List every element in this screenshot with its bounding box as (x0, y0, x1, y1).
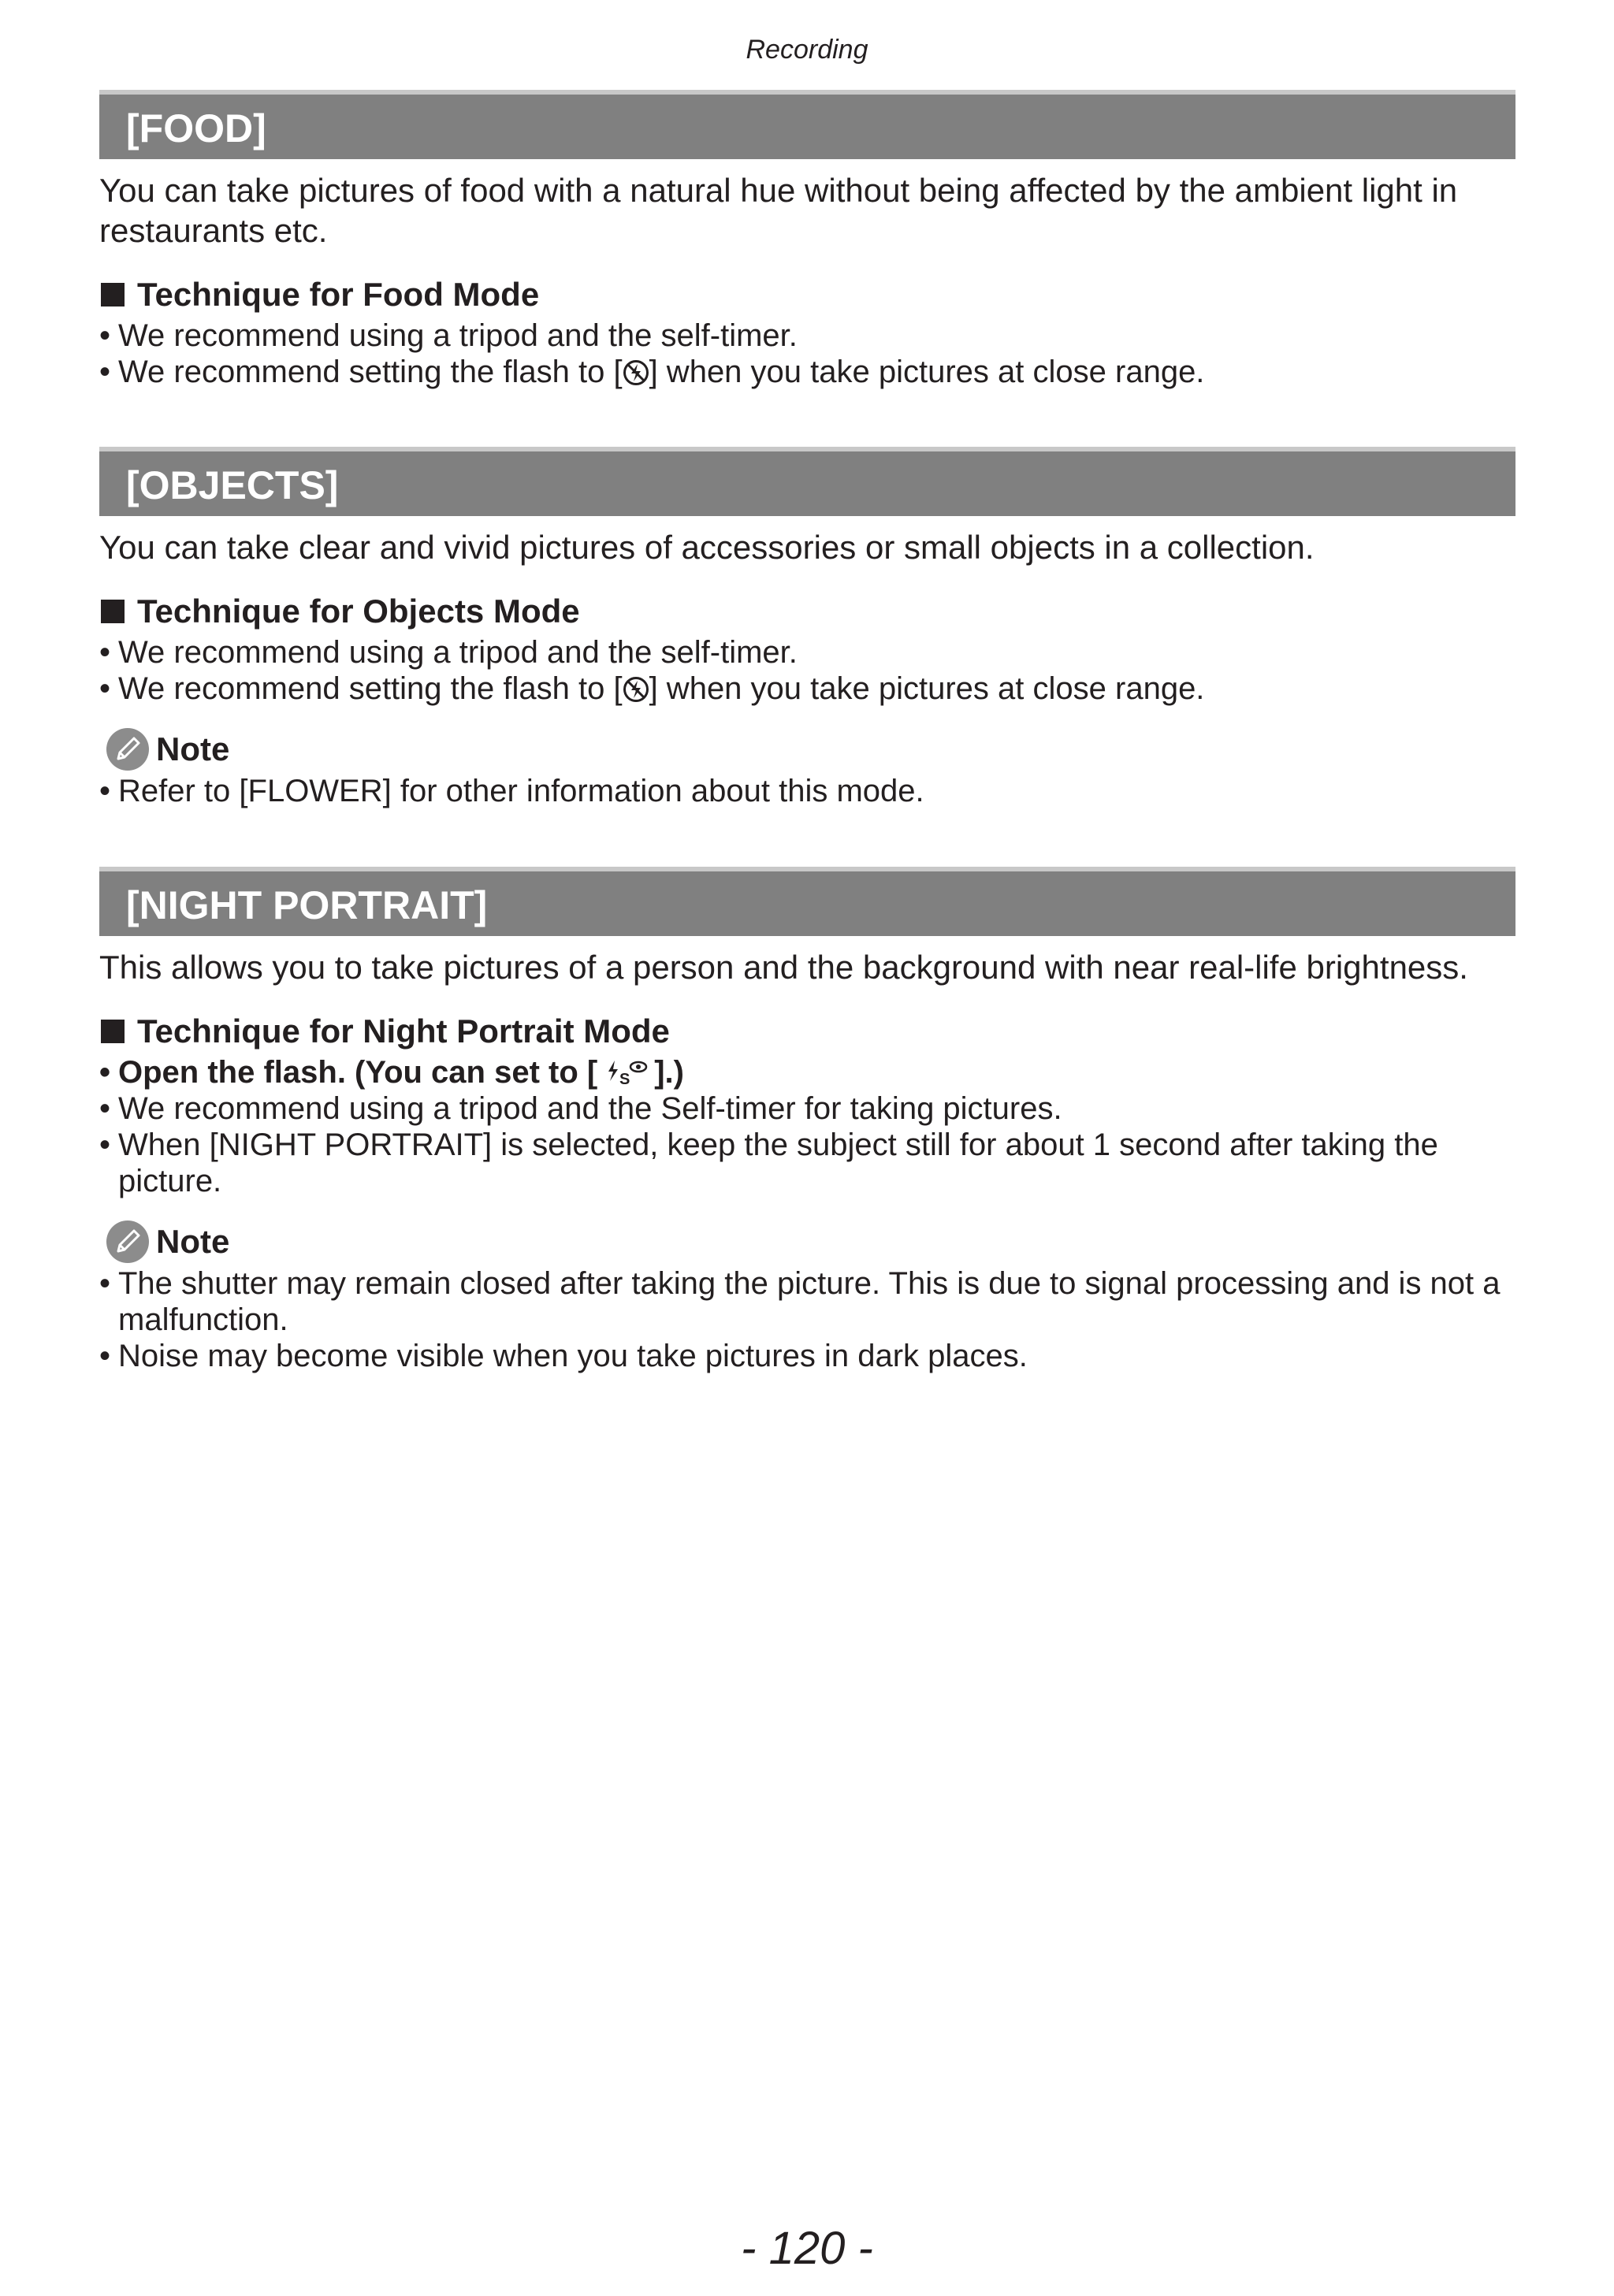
objects-technique-heading (99, 591, 1515, 631)
objects-technique-list (99, 634, 1515, 707)
objects-note-list (99, 773, 1515, 809)
objects-banner (99, 447, 1515, 516)
food-technique-list (99, 318, 1515, 390)
night-portrait-banner (99, 867, 1515, 936)
food-intro: You can take pictures of food with a natural hue without being affected by the ambient light in restaurants etc. (99, 172, 1458, 249)
black-square-icon (101, 600, 125, 623)
list-item: • We recommend setting the flash to [ ] when you take pictures at close range. (99, 671, 1515, 707)
food-banner (99, 90, 1515, 159)
black-square-icon (101, 1020, 125, 1043)
night-portrait-title: [NIGHT PORTRAIT] (126, 883, 488, 927)
list-item: • Open the flash. (You can set to [ S ].) (99, 1054, 1515, 1090)
list-item: • We recommend using a tripod and the self-timer. (99, 318, 1515, 354)
night-portrait-technique-heading (99, 1011, 1515, 1051)
food-technique-heading-text: Technique for Food Mode (137, 276, 540, 313)
list-item: • We recommend setting the flash to [ ] when you take pictures at close range. (99, 354, 1515, 390)
night-portrait-note-label: Note (156, 1223, 230, 1260)
objects-section (99, 447, 1515, 809)
night-portrait-note-list (99, 1265, 1515, 1374)
food-technique-heading (99, 274, 1515, 314)
objects-technique-heading-text: Technique for Objects Mode (137, 593, 580, 630)
list-item: • Noise may become visible when you take pictures in dark places. (99, 1338, 1515, 1374)
list-item: • When [NIGHT PORTRAIT] is selected, keep the subject still for about 1 second after taking the picture. (99, 1127, 1515, 1199)
list-item: • We recommend using a tripod and the self-timer. (99, 634, 1515, 671)
list-item: • Refer to [FLOWER] for other information about this mode. (99, 773, 1515, 809)
night-portrait-technique-heading-text: Technique for Night Portrait Mode (137, 1012, 670, 1050)
page-number: - 120 - (741, 2223, 873, 2274)
food-title: [FOOD] (126, 106, 266, 150)
objects-note-label: Note (156, 730, 230, 767)
flash-off-icon (623, 359, 649, 386)
running-title: Recording (746, 35, 868, 65)
night-portrait-section (99, 867, 1515, 1374)
night-portrait-technique-list (99, 1054, 1515, 1199)
objects-intro: You can take clear and vivid pictures of accessories or small objects in a collection. (99, 529, 1315, 566)
objects-title: [OBJECTS] (126, 463, 339, 507)
svg-text:S: S (619, 1071, 630, 1087)
night-portrait-intro: This allows you to take pictures of a person and the background with near real-life brightness. (99, 949, 1468, 986)
pencil-note-icon (106, 727, 150, 771)
flash-off-icon (623, 676, 649, 703)
black-square-icon (101, 283, 125, 307)
night-portrait-note-heading (106, 1218, 1515, 1265)
list-item: • The shutter may remain closed after taking the picture. This is due to signal processing and is not a malfunction. (99, 1265, 1515, 1338)
flash-slow-sync-red-eye-icon (597, 1057, 654, 1087)
pencil-note-icon (106, 1220, 150, 1264)
list-item: • We recommend using a tripod and the Self-timer for taking pictures. (99, 1090, 1515, 1127)
food-section (99, 90, 1515, 390)
objects-note-heading (106, 726, 1515, 773)
